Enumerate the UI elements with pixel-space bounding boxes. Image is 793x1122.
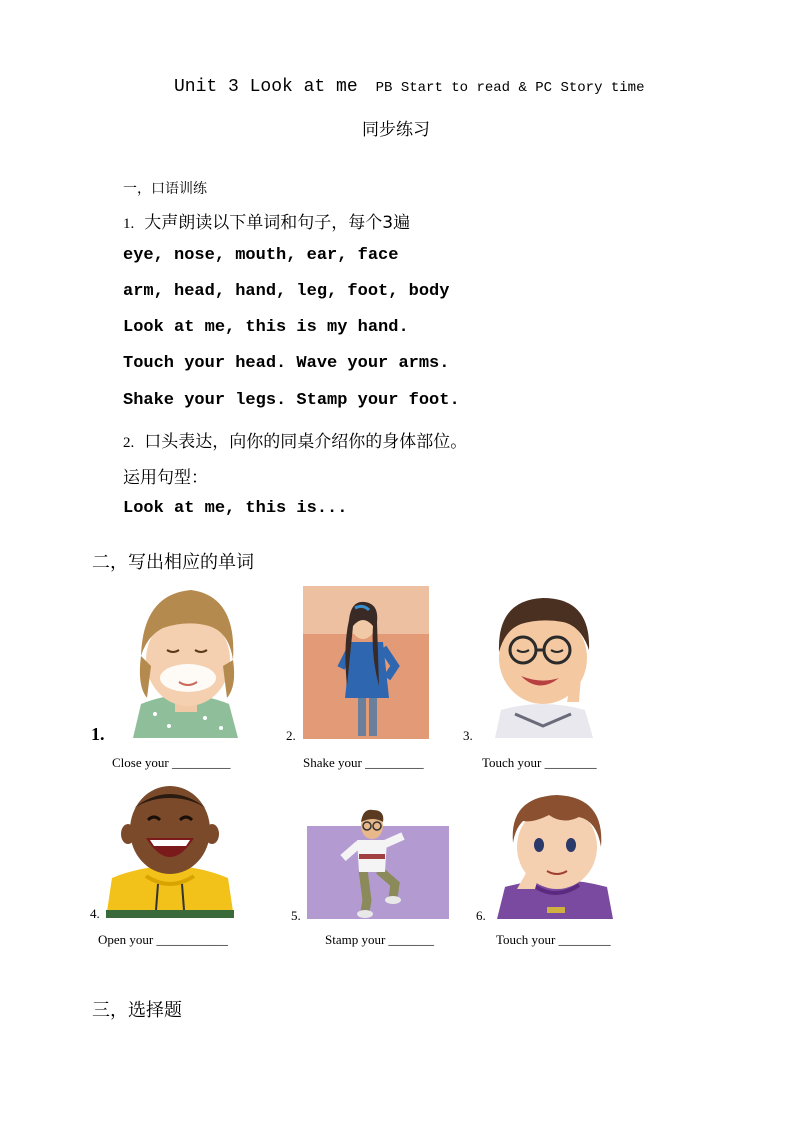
item2-label: 2. [123, 435, 135, 451]
section2-heading: 二，写出相应的单词 [92, 552, 254, 573]
caption-1: Close your _________ [112, 755, 231, 770]
caption-6: Touch your ________ [496, 932, 611, 947]
item-number-3: 3. [463, 728, 473, 743]
page-title [174, 77, 644, 97]
picture-boy-with-glasses [485, 590, 602, 738]
item2 [123, 427, 467, 452]
item-number-1: 1. [91, 724, 105, 744]
title-main: Unit 3 Look at me [174, 77, 358, 97]
section3-heading: 三，选择题 [92, 1000, 182, 1021]
page-subtitle: 同步练习 [362, 120, 430, 140]
section1-heading: 一，口语训练 [123, 181, 207, 197]
pattern-sentence: Look at me, this is... [123, 499, 348, 518]
title-sub: PB Start to read & PC Story time [375, 80, 645, 96]
item1-text: 大声朗读以下单词和句子，每个3遍 [144, 213, 411, 233]
caption-4: Open your ___________ [98, 932, 228, 947]
words-line-2: arm, head, hand, leg, foot, body [123, 282, 450, 301]
caption-3: Touch your ________ [482, 755, 597, 770]
words-line-1: eye, nose, mouth, ear, face [123, 246, 399, 265]
picture-girl-shaking [303, 586, 429, 739]
item1 [123, 208, 410, 233]
caption-2: Shake your _________ [303, 755, 424, 770]
picture-girl-eyes-closed [133, 586, 238, 738]
item-number-2: 2. [286, 728, 296, 743]
item-number-6: 6. [476, 908, 486, 923]
picture-boy-mouth-open [106, 780, 234, 918]
caption-5: Stamp your _______ [325, 932, 435, 947]
sentence-2: Touch your head. Wave your arms. [123, 354, 450, 373]
item1-label: 1. [123, 216, 135, 232]
sentence-1: Look at me, this is my hand. [123, 318, 409, 337]
item-number-4: 4. [90, 906, 100, 921]
sentence-3: Shake your legs. Stamp your foot. [123, 391, 460, 410]
item-number-5: 5. [291, 908, 301, 923]
picture-boy-touching-nose [493, 791, 617, 919]
item2-text: 口头表达，向你的同桌介绍你的身体部位。 [144, 432, 468, 452]
pattern-label: 运用句型： [123, 468, 208, 488]
picture-boy-stamping [307, 804, 449, 919]
